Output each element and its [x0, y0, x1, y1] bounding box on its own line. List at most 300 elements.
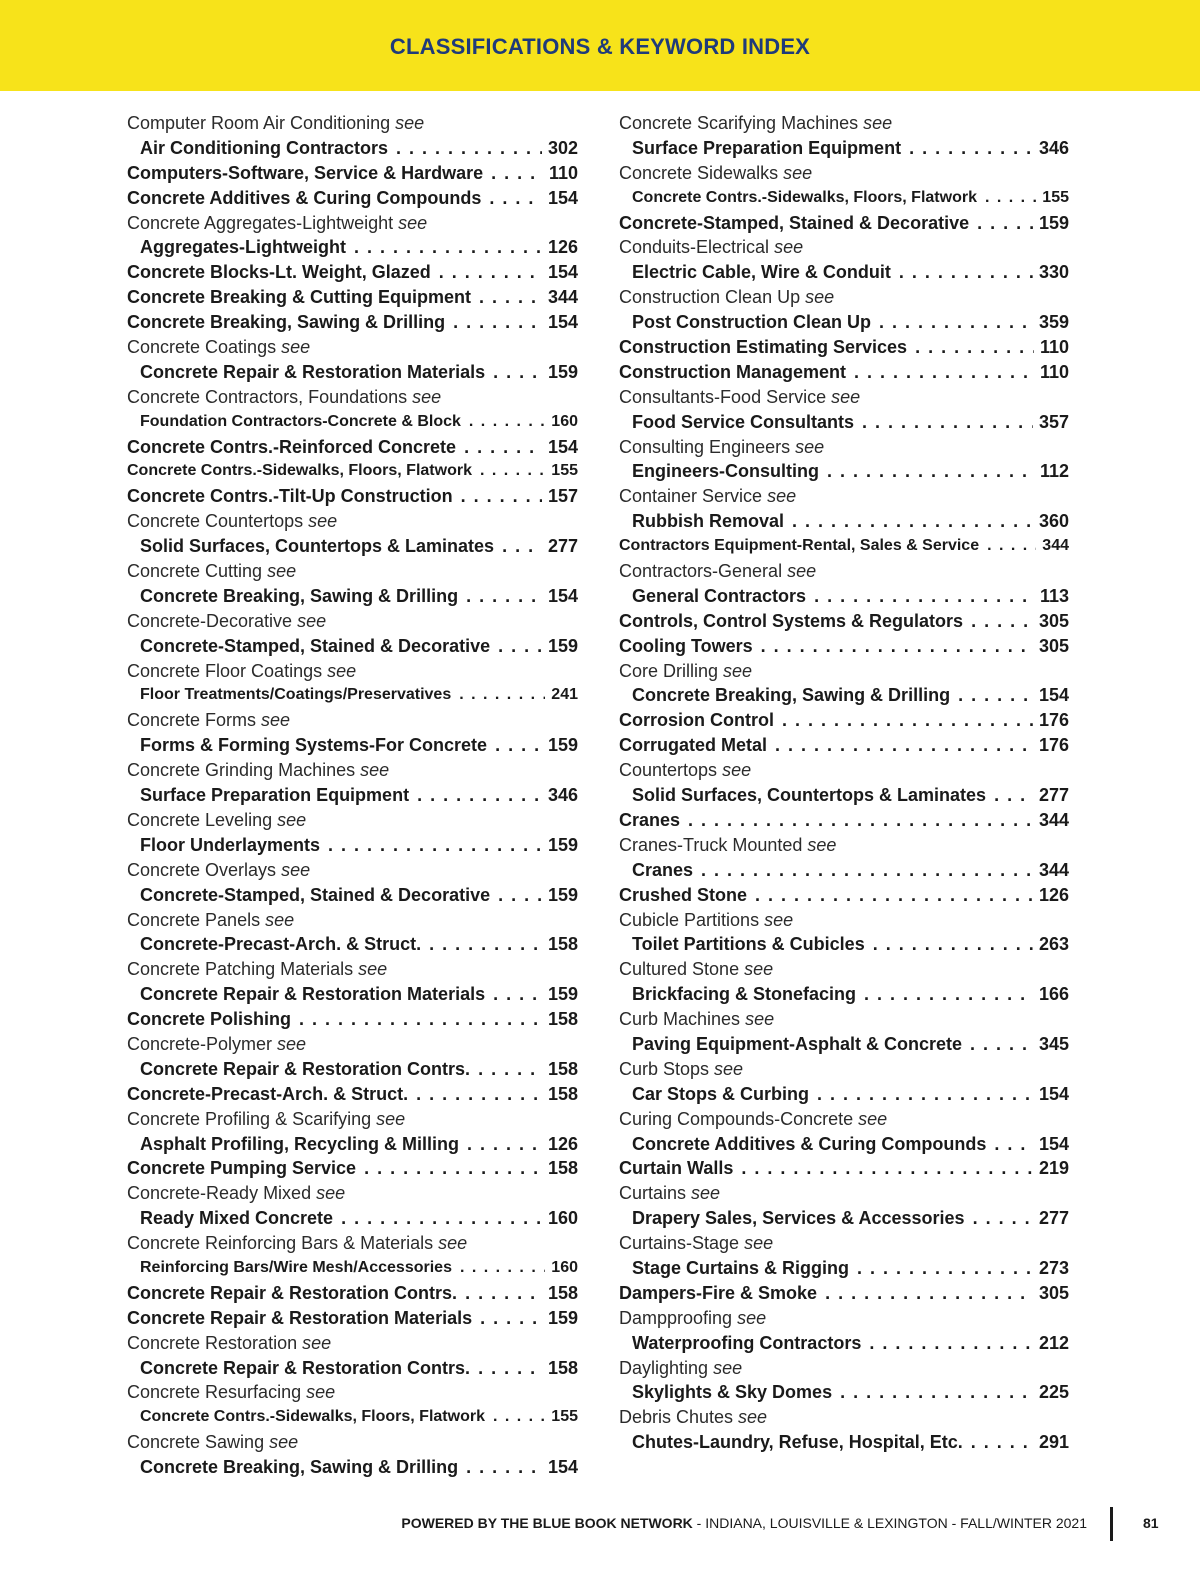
classification-text: Concrete Breaking, Sawing & Drilling [127, 312, 446, 333]
keyword-text: Concrete Restoration [127, 1332, 298, 1353]
classification-text: Curtain Walls [619, 1158, 734, 1179]
classification-text: Food Service Consultants [632, 411, 855, 432]
classification-text: Concrete Repair & Restoration Materials [127, 1307, 473, 1328]
dot-leader [994, 783, 1033, 808]
dot-leader [429, 932, 542, 957]
classification-text: Concrete Repair & Restoration Contrs. [140, 1058, 471, 1079]
see-label: see [360, 760, 390, 781]
footer-brand: POWERED BY THE BLUE BOOK NETWORK [401, 1515, 693, 1531]
keyword-text: Consulting Engineers [619, 436, 791, 457]
page-reference: 154 [547, 187, 578, 208]
dot-leader [879, 310, 1033, 335]
keyword-text: Concrete-Polymer [127, 1033, 273, 1054]
page-reference: 277 [547, 536, 578, 557]
see-label: see [691, 1183, 721, 1204]
keyword-text: Concrete-Ready Mixed [127, 1183, 312, 1204]
page-reference: 159 [547, 635, 578, 656]
page-reference: 344 [1042, 537, 1069, 555]
page-reference: 305 [1038, 1282, 1069, 1303]
index-entry [619, 883, 1069, 908]
index-entry [127, 285, 578, 310]
page-reference: 277 [1038, 1208, 1069, 1229]
keyword-text: Cranes-Truck Mounted [619, 834, 803, 855]
dot-leader [469, 410, 545, 435]
classification-text: Concrete-Precast-Arch. & Struct. [140, 934, 422, 955]
classification-text: Foundation Contractors-Concrete & Block [140, 412, 461, 430]
keyword-text: Concrete Contractors, Foundations [127, 386, 408, 407]
classification-text: Concrete Breaking, Sawing & Drilling [140, 1457, 459, 1478]
index-entry [127, 235, 578, 260]
index-cross-reference [619, 1007, 1069, 1032]
footer-divider [1110, 1507, 1113, 1541]
classification-text: Surface Preparation Equipment [632, 137, 902, 158]
classification-text: Concrete Pumping Service [127, 1158, 357, 1179]
see-label: see [281, 337, 311, 358]
index-column-right [619, 111, 1069, 1455]
index-cross-reference [127, 335, 578, 360]
index-entry [127, 136, 578, 161]
index-entry [127, 1206, 578, 1231]
footer-text [401, 1515, 1087, 1531]
index-entry [619, 211, 1069, 236]
index-entry [619, 509, 1069, 534]
dot-leader [478, 1057, 542, 1082]
dot-leader [688, 808, 1033, 833]
index-entry [619, 783, 1069, 808]
index-entry [127, 410, 578, 435]
keyword-text: Concrete Reinforcing Bars & Materials [127, 1233, 434, 1254]
index-cross-reference [619, 161, 1069, 186]
index-entry [619, 733, 1069, 758]
see-label: see [277, 809, 307, 830]
classification-text: Concrete-Precast-Arch. & Struct. [127, 1083, 409, 1104]
index-entry [127, 1455, 578, 1480]
dot-leader [814, 584, 1034, 609]
dot-leader [467, 1132, 542, 1157]
index-cross-reference [619, 111, 1069, 136]
dot-leader [460, 1256, 545, 1281]
see-label: see [358, 959, 388, 980]
keyword-text: Concrete Cutting [127, 561, 263, 582]
dot-leader [792, 509, 1033, 534]
see-label: see [269, 1432, 299, 1453]
page-reference: 154 [1038, 1083, 1069, 1104]
page-reference: 112 [1039, 461, 1069, 482]
see-label: see [795, 436, 825, 457]
classification-text: Concrete Repair & Restoration Materials [140, 361, 486, 382]
keyword-text: Concrete Scarifying Machines [619, 113, 859, 133]
see-label: see [858, 1108, 888, 1129]
index-cross-reference [127, 659, 578, 684]
page-reference: 158 [547, 1158, 578, 1179]
index-cross-reference [619, 235, 1069, 260]
index-entry [127, 1082, 578, 1107]
dot-leader [840, 1380, 1033, 1405]
index-entry [619, 260, 1069, 285]
see-label: see [306, 1382, 336, 1403]
index-entry [127, 360, 578, 385]
dot-leader [782, 708, 1033, 733]
index-entry [619, 708, 1069, 733]
page-reference: 302 [547, 137, 578, 158]
dot-leader [466, 1455, 542, 1480]
see-label: see [398, 212, 428, 233]
classification-text: Concrete Breaking, Sawing & Drilling [632, 685, 951, 706]
keyword-text: Concrete Leveling [127, 809, 273, 830]
index-cross-reference [619, 1405, 1069, 1430]
classification-text: Waterproofing Contractors [632, 1332, 862, 1353]
page-reference: 273 [1038, 1257, 1069, 1278]
index-cross-reference [127, 1380, 578, 1405]
keyword-text: Curb Stops [619, 1058, 710, 1079]
classification-text: Construction Estimating Services [619, 337, 908, 358]
page-reference: 126 [547, 237, 578, 258]
dot-leader [489, 186, 542, 211]
dot-leader [864, 982, 1033, 1007]
index-entry [127, 584, 578, 609]
page-reference: 159 [547, 984, 578, 1005]
index-entry [619, 1380, 1069, 1405]
dot-leader [480, 1306, 542, 1331]
keyword-text: Concrete Panels [127, 909, 261, 930]
classification-text: Concrete Repair & Restoration Contrs. [140, 1357, 471, 1378]
page-reference: 155 [1042, 188, 1069, 206]
classification-text: Electric Cable, Wire & Conduit [632, 262, 891, 283]
page-reference: 219 [1038, 1158, 1069, 1179]
index-cross-reference [619, 908, 1069, 933]
see-label: see [745, 1009, 775, 1030]
see-label: see [714, 1058, 744, 1079]
see-label: see [438, 1233, 468, 1254]
index-entry [127, 634, 578, 659]
index-cross-reference [619, 1356, 1069, 1381]
dot-leader [491, 161, 543, 186]
page-reference: 212 [1038, 1332, 1069, 1353]
page-reference: 345 [1038, 1033, 1069, 1054]
page-reference: 277 [1038, 785, 1069, 806]
dot-leader [498, 634, 542, 659]
dot-leader [498, 883, 542, 908]
dot-leader [396, 136, 542, 161]
page-reference: 158 [547, 1009, 578, 1030]
page-reference: 160 [551, 412, 578, 430]
see-label: see [281, 859, 311, 880]
see-label: see [807, 834, 837, 855]
index-entry [127, 733, 578, 758]
dot-leader [869, 1331, 1033, 1356]
classification-text: Skylights & Sky Domes [632, 1382, 833, 1403]
see-label: see [713, 1357, 743, 1378]
index-cross-reference [619, 435, 1069, 460]
index-entry [127, 1132, 578, 1157]
dot-leader [970, 1032, 1033, 1057]
index-cross-reference [127, 111, 578, 136]
index-entry [619, 310, 1069, 335]
dot-leader [364, 1156, 542, 1181]
dot-leader [827, 459, 1034, 484]
page-reference: 344 [1038, 809, 1069, 830]
page-reference: 159 [547, 1307, 578, 1328]
classification-text: Ready Mixed Concrete [140, 1208, 334, 1229]
page-reference: 159 [547, 884, 578, 905]
classification-text: Floor Underlayments [140, 834, 321, 855]
classification-text: Corrugated Metal [619, 735, 768, 756]
dot-leader [958, 683, 1033, 708]
page-reference: 110 [1039, 361, 1069, 382]
page-reference: 154 [1038, 1133, 1069, 1154]
classification-text: Car Stops & Curbing [632, 1083, 810, 1104]
dot-leader [493, 360, 542, 385]
classification-text: Drapery Sales, Services & Accessories [632, 1208, 965, 1229]
index-entry [127, 310, 578, 335]
dot-leader [817, 1082, 1033, 1107]
dot-leader [502, 534, 542, 559]
dot-leader [493, 982, 542, 1007]
page-reference: 110 [1039, 337, 1069, 358]
classification-text: Contractors Equipment-Rental, Sales & Service [619, 537, 980, 555]
index-entry [619, 360, 1069, 385]
dot-leader [755, 883, 1033, 908]
classification-text: Concrete Contrs.-Reinforced Concrete [127, 436, 457, 457]
keyword-text: Concrete Grinding Machines [127, 760, 356, 781]
keyword-text: Dampproofing [619, 1307, 733, 1328]
see-label: see [327, 660, 357, 681]
page-reference: 113 [1039, 585, 1069, 606]
dot-leader [973, 1206, 1033, 1231]
keyword-text: Concrete Coatings [127, 337, 277, 358]
keyword-text: Concrete-Decorative [127, 610, 293, 631]
index-cross-reference [127, 1430, 578, 1455]
keyword-text: Concrete Patching Materials [127, 959, 354, 980]
keyword-text: Curtains-Stage [619, 1233, 740, 1254]
see-label: see [863, 113, 893, 133]
index-cross-reference [619, 484, 1069, 509]
dot-leader [417, 783, 542, 808]
classification-text: Concrete Blocks-Lt. Weight, Glazed [127, 262, 431, 283]
page-reference: 357 [1038, 411, 1069, 432]
index-cross-reference [127, 385, 578, 410]
classification-text: Aggregates-Lightweight [140, 237, 346, 258]
index-entry [127, 1356, 578, 1381]
classification-text: Forms & Forming Systems-For Concrete [140, 735, 488, 756]
index-entry [127, 1256, 578, 1281]
classification-text: Concrete Breaking, Sawing & Drilling [140, 585, 459, 606]
keyword-text: Consultants-Food Service [619, 386, 827, 407]
page-reference: 155 [551, 462, 578, 480]
dot-leader [439, 260, 542, 285]
page-reference: 360 [1038, 511, 1069, 532]
page-title: CLASSIFICATIONS & KEYWORD INDEX [389, 34, 811, 59]
classification-text: Stage Curtains & Rigging [632, 1257, 850, 1278]
dot-leader [480, 459, 545, 484]
index-entry [127, 1405, 578, 1430]
page-reference: 154 [547, 262, 578, 283]
keyword-text: Container Service [619, 486, 763, 507]
dot-leader [909, 136, 1033, 161]
page-reference: 346 [547, 785, 578, 806]
page-reference: 155 [551, 1408, 578, 1426]
see-label: see [787, 561, 817, 582]
classification-text: Paving Equipment-Asphalt & Concrete [632, 1033, 963, 1054]
dot-leader [971, 1430, 1033, 1455]
index-column-left [127, 111, 578, 1480]
see-label: see [744, 1233, 774, 1254]
keyword-text: Countertops [619, 760, 718, 781]
keyword-text: Conduits-Electrical [619, 237, 770, 258]
page-reference: 158 [547, 934, 578, 955]
keyword-text: Cultured Stone [619, 959, 740, 980]
classification-text: Asphalt Profiling, Recycling & Milling [140, 1133, 460, 1154]
page-reference: 158 [547, 1058, 578, 1079]
page-reference: 159 [1038, 212, 1069, 233]
see-label: see [376, 1108, 406, 1129]
classification-text: Reinforcing Bars/Wire Mesh/Accessories [140, 1258, 452, 1276]
keyword-text: Concrete Resurfacing [127, 1382, 302, 1403]
see-label: see [302, 1332, 332, 1353]
index-entry [619, 186, 1069, 211]
page-reference: 346 [1038, 137, 1069, 158]
index-entry [127, 161, 578, 186]
page-reference: 241 [551, 686, 578, 704]
index-entry [127, 1007, 578, 1032]
dot-leader [987, 534, 1036, 559]
page-reference: 154 [1038, 685, 1069, 706]
index-cross-reference [127, 908, 578, 933]
see-label: see [261, 710, 291, 731]
page-reference: 166 [1038, 984, 1069, 1005]
page-footer [0, 1513, 1200, 1543]
keyword-text: Concrete Sawing [127, 1432, 265, 1453]
see-label: see [831, 386, 861, 407]
see-label: see [783, 162, 813, 183]
keyword-text: Concrete Aggregates-Lightweight [127, 212, 394, 233]
classification-text: Concrete-Stamped, Stained & Decorative [140, 635, 491, 656]
page-reference: 305 [1038, 635, 1069, 656]
index-entry [619, 459, 1069, 484]
index-entry [127, 186, 578, 211]
page-reference: 225 [1038, 1382, 1069, 1403]
classification-text: Construction Management [619, 361, 847, 382]
dot-leader [453, 310, 542, 335]
keyword-text: Curtains [619, 1183, 687, 1204]
page-reference: 176 [1038, 735, 1069, 756]
see-label: see [265, 909, 295, 930]
dot-leader [775, 733, 1033, 758]
dot-leader [341, 1206, 542, 1231]
see-label: see [277, 1033, 307, 1054]
index-cross-reference [127, 858, 578, 883]
index-entry [127, 1281, 578, 1306]
classification-text: Concrete Contrs.-Tilt-Up Construction [127, 486, 453, 507]
classification-text: Concrete Contrs.-Sidewalks, Floors, Flatwork [140, 1408, 485, 1426]
page-reference: 160 [551, 1258, 578, 1276]
see-label: see [737, 1307, 767, 1328]
classification-text: Cranes [632, 859, 694, 880]
index-entry [127, 484, 578, 509]
header-banner [0, 0, 1200, 91]
page-reference: 154 [547, 312, 578, 333]
index-cross-reference [127, 609, 578, 634]
index-entry [619, 1430, 1069, 1455]
keyword-text: Concrete Overlays [127, 859, 277, 880]
dot-leader [994, 1132, 1033, 1157]
index-entry [127, 534, 578, 559]
page-reference: 154 [547, 1457, 578, 1478]
page-reference: 176 [1038, 710, 1069, 731]
classification-text: Dampers-Fire & Smoke [619, 1282, 818, 1303]
index-cross-reference [619, 1057, 1069, 1082]
see-label: see [764, 909, 794, 930]
dot-leader [493, 1405, 545, 1430]
keyword-text: Curb Machines [619, 1009, 741, 1030]
see-label: see [738, 1407, 768, 1428]
dot-leader [825, 1281, 1033, 1306]
dot-leader [701, 858, 1033, 883]
dot-leader [478, 1356, 542, 1381]
dot-leader [977, 211, 1033, 236]
see-label: see [412, 386, 442, 407]
page-reference: 126 [1038, 884, 1069, 905]
page-reference: 159 [547, 361, 578, 382]
index-entry [619, 136, 1069, 161]
index-cross-reference [127, 1231, 578, 1256]
dot-leader [416, 1082, 542, 1107]
see-label: see [297, 610, 327, 631]
page-reference: 154 [547, 436, 578, 457]
classification-text: Chutes-Laundry, Refuse, Hospital, Etc. [632, 1432, 963, 1453]
index-entry [127, 932, 578, 957]
index-entry [619, 410, 1069, 435]
index-entry [619, 584, 1069, 609]
index-cross-reference [127, 957, 578, 982]
index-cross-reference [127, 1032, 578, 1057]
index-entry [127, 982, 578, 1007]
dot-leader [459, 683, 545, 708]
index-entry [619, 1032, 1069, 1057]
keyword-text: Contractors-General [619, 561, 783, 582]
page-reference: 126 [547, 1133, 578, 1154]
classification-text: Rubbish Removal [632, 511, 785, 532]
index-cross-reference [619, 659, 1069, 684]
classification-text: Floor Treatments/Coatings/Preservatives [140, 686, 452, 704]
page-reference: 158 [547, 1282, 578, 1303]
classification-text: Engineers-Consulting [632, 461, 820, 482]
dot-leader [354, 235, 542, 260]
see-label: see [316, 1183, 346, 1204]
see-label: see [805, 287, 835, 308]
keyword-text: Concrete Countertops [127, 511, 304, 532]
keyword-text: Daylighting [619, 1357, 709, 1378]
page-reference: 158 [547, 1083, 578, 1104]
index-cross-reference [619, 1107, 1069, 1132]
classification-text: Toilet Partitions & Cubicles [632, 934, 865, 955]
dot-leader [465, 1281, 542, 1306]
dot-leader [761, 634, 1033, 659]
classification-text: Controls, Control Systems & Regulators [619, 610, 964, 631]
dot-leader [854, 360, 1034, 385]
index-entry [127, 260, 578, 285]
index-entry [619, 683, 1069, 708]
keyword-text: Debris Chutes [619, 1407, 734, 1428]
classification-text: Solid Surfaces, Countertops & Laminates [632, 785, 987, 806]
dot-leader [464, 435, 542, 460]
index-cross-reference [619, 1306, 1069, 1331]
index-cross-reference [127, 509, 578, 534]
index-cross-reference [127, 1331, 578, 1356]
classification-text: Concrete Breaking & Cutting Equipment [127, 287, 472, 308]
classification-text: Brickfacing & Stonefacing [632, 984, 857, 1005]
index-cross-reference [127, 808, 578, 833]
